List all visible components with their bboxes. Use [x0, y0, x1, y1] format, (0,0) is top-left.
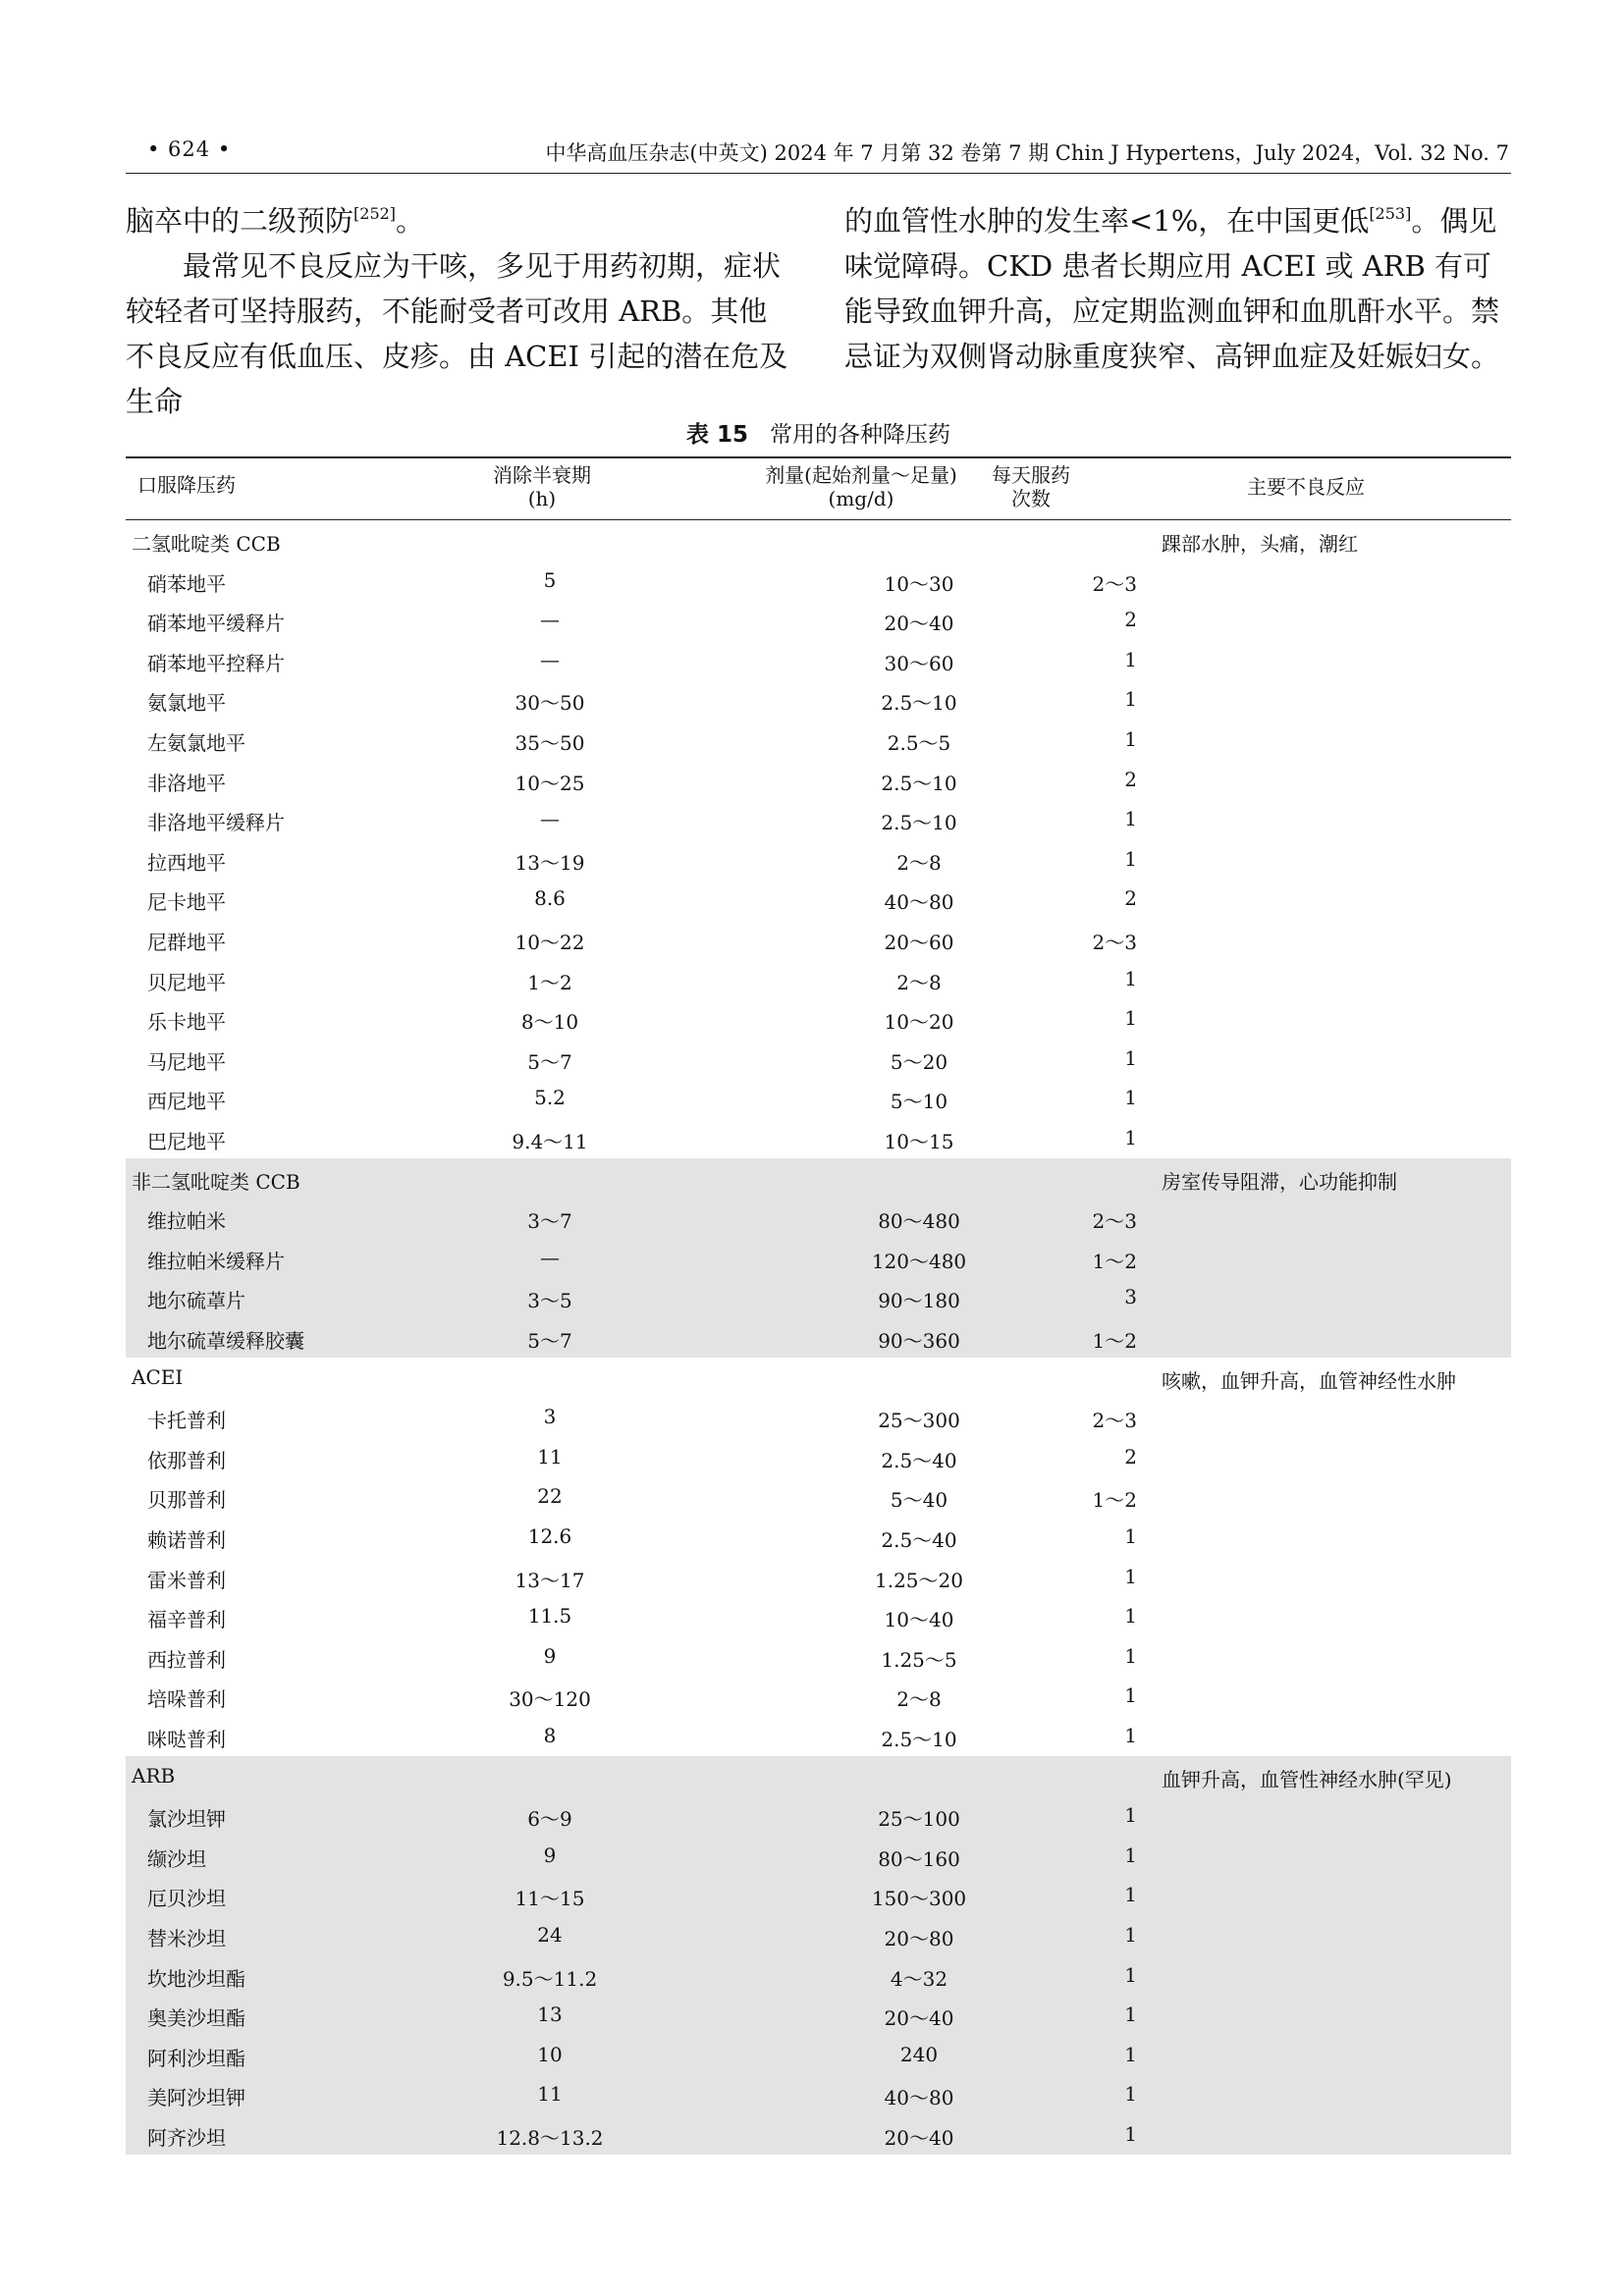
text-column-right: [844, 198, 1512, 379]
half-life-cell: 11: [537, 2082, 563, 2107]
frequency-cell: 1～2: [1092, 1249, 1137, 1273]
frequency-cell: 1: [1124, 647, 1137, 671]
drug-class-name: ARB: [132, 1763, 176, 1788]
table-row: [126, 2035, 1511, 2075]
dose-cell: 2～8: [896, 1687, 942, 1712]
table-row: [126, 1078, 1511, 1118]
half-life-cell: 9: [543, 1842, 557, 1867]
table-row: [126, 1039, 1511, 1079]
paragraph-adverse-effects: 最常见不良反应为干咳，多见于用药初期，症状较轻者可坚持服药，不能耐受者可改用 ARB。其他不良反应有低血压、皮疹。由 ACEI 引起的潜在危及生命: [126, 249, 788, 418]
dose-cell: 2.5～10: [881, 771, 957, 795]
drug-name: 非洛地平缓释片: [147, 811, 285, 835]
table-row: [126, 1238, 1511, 1278]
table-row: [126, 1636, 1511, 1677]
table-group-row: [126, 1158, 1511, 1199]
drug-name: 咪哒普利: [147, 1728, 226, 1751]
page-header: [126, 133, 1511, 174]
adverse-reaction: 咳嗽，血钾升高，血管神经性水肿: [1162, 1368, 1456, 1393]
frequency-cell: 1: [1124, 2122, 1137, 2146]
dose-cell: 10～15: [884, 1130, 954, 1153]
table-row: [126, 1118, 1511, 1158]
reference-252[interactable]: [252]: [353, 204, 397, 223]
dose-cell: 5～10: [890, 1090, 948, 1114]
frequency-cell: 1: [1124, 1842, 1137, 1867]
dose-cell: 4～32: [890, 1966, 948, 1991]
drug-name: 依那普利: [147, 1448, 226, 1472]
half-life-cell: 12.8～13.2: [496, 2126, 604, 2150]
frequency-cell: 1: [1124, 2082, 1137, 2107]
table-row: [126, 1875, 1511, 1915]
dose-cell: 20～40: [884, 2006, 954, 2031]
table-group-row: [126, 520, 1511, 561]
half-life-cell: 11.5: [527, 1604, 572, 1629]
dose-cell: 20～40: [884, 2126, 954, 2150]
half-life-cell: 11: [537, 1444, 563, 1468]
drug-name: 培哚普利: [147, 1687, 226, 1712]
dose-cell: 2.5～10: [881, 811, 957, 835]
half-life-cell: 35～50: [514, 731, 585, 755]
reference-253[interactable]: [253]: [1369, 204, 1412, 223]
half-life-cell: 9.4～11: [512, 1130, 588, 1153]
dose-cell: 40～80: [884, 2086, 954, 2110]
half-life-cell: 24: [537, 1923, 563, 1947]
dose-cell: 10～30: [884, 571, 954, 596]
adverse-reaction: 踝部水肿，头痛，潮红: [1162, 532, 1358, 556]
half-life-cell: 10～25: [514, 771, 585, 795]
drug-name: 氯沙坦钾: [147, 1807, 226, 1832]
half-life-cell: —: [540, 1245, 560, 1269]
table-row: [126, 1517, 1511, 1557]
dose-cell: 240: [899, 2042, 939, 2066]
frequency-cell: 3: [1124, 1285, 1137, 1309]
half-life-cell: 12.6: [527, 1524, 572, 1548]
drug-class-name: ACEI: [132, 1364, 184, 1389]
dose-cell: 120～480: [871, 1249, 967, 1273]
half-life-cell: 8～10: [520, 1010, 579, 1035]
drug-name: 硝苯地平: [147, 571, 226, 596]
half-life-cell: 22: [537, 1484, 563, 1509]
table-row: [126, 879, 1511, 919]
drug-name: 坎地沙坦酯: [147, 1966, 245, 1991]
table-group-row: [126, 1756, 1511, 1796]
frequency-cell: 1～2: [1092, 1329, 1137, 1353]
table-row: [126, 839, 1511, 880]
frequency-cell: 1: [1124, 1643, 1137, 1668]
drug-name: 巴尼地平: [147, 1130, 226, 1153]
table-row: [126, 799, 1511, 839]
half-life-cell: 9.5～11.2: [502, 1966, 598, 1991]
frequency-cell: 1: [1124, 1045, 1137, 1070]
header-drug: 口服降压药: [137, 473, 236, 497]
table-title: 常用的各种降压药: [770, 422, 950, 448]
table-row: [126, 1596, 1511, 1636]
drug-class-name: 二氢吡啶类 CCB: [132, 532, 281, 556]
header-dose: 剂量(起始剂量～足量) (mg/d): [765, 463, 957, 510]
header-halflife: 消除半衰期 (h): [493, 463, 591, 510]
table-row: [126, 1277, 1511, 1317]
frequency-cell: 1: [1124, 1524, 1137, 1548]
table-row: [126, 1198, 1511, 1238]
drug-name: 雷米普利: [147, 1568, 226, 1592]
frequency-cell: 1: [1124, 1564, 1137, 1588]
dose-cell: 20～60: [884, 931, 954, 954]
dose-cell: 25～300: [878, 1409, 960, 1433]
frequency-cell: 2～3: [1092, 571, 1137, 596]
table-top-rule: [126, 456, 1511, 458]
drug-name: 地尔硫䓬片: [147, 1289, 245, 1313]
drug-name: 氨氯地平: [147, 691, 226, 716]
half-life-cell: 8: [543, 1724, 557, 1747]
dose-cell: 5～40: [890, 1488, 948, 1513]
dose-cell: 20～80: [884, 1927, 954, 1950]
dose-cell: 2～8: [896, 850, 942, 875]
half-life-cell: 9: [543, 1643, 557, 1668]
half-life-cell: 13～17: [514, 1568, 585, 1592]
half-life-cell: 11～15: [514, 1887, 585, 1911]
table-row: [126, 919, 1511, 959]
dose-cell: 80～480: [878, 1209, 960, 1234]
frequency-cell: 1: [1124, 1803, 1137, 1828]
dose-cell: 1.25～5: [881, 1647, 957, 1672]
table-row: [126, 1795, 1511, 1836]
half-life-cell: 1～2: [527, 970, 572, 994]
drug-name: 福辛普利: [147, 1608, 226, 1632]
frequency-cell: 2: [1124, 767, 1137, 791]
adverse-reaction: 房室传导阻滞，心功能抑制: [1162, 1169, 1397, 1194]
header-adverse: 主要不良反应: [1247, 475, 1365, 499]
frequency-cell: 1: [1124, 807, 1137, 831]
table-row: [126, 720, 1511, 760]
frequency-cell: 1: [1124, 727, 1137, 751]
dose-cell: 25～100: [878, 1807, 960, 1832]
text-column-left: [126, 198, 793, 424]
drug-name: 奥美沙坦酯: [147, 2006, 245, 2031]
table-row: [126, 1397, 1511, 1437]
frequency-cell: 1: [1124, 846, 1137, 871]
frequency-cell: 1～2: [1092, 1488, 1137, 1513]
table-row: [126, 959, 1511, 999]
drug-class-name: 非二氢吡啶类 CCB: [132, 1169, 300, 1194]
table-row: [126, 561, 1511, 601]
table-row: [126, 2074, 1511, 2114]
drug-name: 替米沙坦: [147, 1927, 226, 1950]
half-life-cell: 10: [537, 2042, 563, 2066]
half-life-cell: 3: [543, 1405, 557, 1429]
paragraph-continuation: 脑卒中的二级预防[252]。: [126, 204, 425, 238]
table-caption: [126, 416, 1511, 449]
frequency-cell: 1: [1124, 1962, 1137, 1987]
drug-name: 厄贝沙坦: [147, 1887, 226, 1911]
dose-cell: 30～60: [884, 651, 954, 675]
drug-name: 尼群地平: [147, 931, 226, 954]
frequency-cell: 1: [1124, 2002, 1137, 2027]
table-row: [126, 998, 1511, 1039]
dose-cell: 2.5～10: [881, 1728, 957, 1751]
dose-cell: 10～20: [884, 1010, 954, 1035]
drug-name: 地尔硫䓬缓释胶囊: [147, 1329, 304, 1353]
half-life-cell: 5～7: [527, 1049, 572, 1074]
dose-cell: 5～20: [890, 1049, 948, 1074]
frequency-cell: 1: [1124, 1724, 1137, 1747]
drug-name: 马尼地平: [147, 1049, 226, 1074]
drug-name: 卡托普利: [147, 1409, 226, 1433]
half-life-cell: 6～9: [527, 1807, 572, 1832]
half-life-cell: —: [540, 647, 560, 671]
drug-name: 美阿沙坦钾: [147, 2086, 245, 2110]
table-row: [126, 679, 1511, 720]
dose-cell: 1.25～20: [875, 1568, 963, 1592]
frequency-cell: 2～3: [1092, 1209, 1137, 1234]
drug-name: 赖诺普利: [147, 1528, 226, 1552]
drug-name: 乐卡地平: [147, 1010, 226, 1035]
half-life-cell: 5: [543, 567, 557, 592]
table-row: [126, 1716, 1511, 1756]
table-row: [126, 760, 1511, 800]
table-row: [126, 1476, 1511, 1517]
header-frequency: 每天服药 次数: [992, 463, 1070, 510]
half-life-cell: 5～7: [527, 1329, 572, 1353]
drug-name: 西尼地平: [147, 1090, 226, 1114]
table-row: [126, 1836, 1511, 1876]
dose-cell: 90～360: [878, 1329, 960, 1353]
dose-cell: 10～40: [884, 1608, 954, 1632]
frequency-cell: 2～3: [1092, 1409, 1137, 1433]
half-life-cell: 8.6: [534, 886, 566, 911]
table-row: [126, 1915, 1511, 1955]
drug-name: 非洛地平: [147, 771, 226, 795]
frequency-cell: 1: [1124, 1883, 1137, 1907]
dose-cell: 2.5～10: [881, 691, 957, 716]
drug-name: 维拉帕米: [147, 1209, 226, 1234]
half-life-cell: —: [540, 608, 560, 632]
half-life-cell: 10～22: [514, 931, 585, 954]
frequency-cell: 1: [1124, 966, 1137, 990]
frequency-cell: 2～3: [1092, 931, 1137, 954]
half-life-cell: 13～19: [514, 850, 585, 875]
drug-name: 硝苯地平缓释片: [147, 612, 285, 636]
table-row: [126, 600, 1511, 640]
table-row: [126, 640, 1511, 680]
table-row: [126, 2114, 1511, 2155]
dose-cell: 2.5～40: [881, 1448, 957, 1472]
drug-name: 尼卡地平: [147, 890, 226, 915]
drug-name: 硝苯地平控释片: [147, 651, 285, 675]
dose-cell: 90～180: [878, 1289, 960, 1313]
drug-name: 维拉帕米缓释片: [147, 1249, 285, 1273]
journal-citation: 中华高血压杂志(中英文) 2024 年 7 月第 32 卷第 7 期 Chin J Hypertens，July 2024，Vol. 32 No. 7: [545, 141, 1509, 165]
dose-cell: 20～40: [884, 612, 954, 636]
frequency-cell: 1: [1124, 1006, 1137, 1031]
frequency-cell: 1: [1124, 1683, 1137, 1708]
frequency-cell: 1: [1124, 1604, 1137, 1629]
drug-name: 缬沙坦: [147, 1846, 206, 1871]
drug-name: 拉西地平: [147, 850, 226, 875]
table-label: 表 15: [685, 422, 748, 448]
dose-cell: 150～300: [871, 1887, 967, 1911]
frequency-cell: 1: [1124, 2042, 1137, 2066]
adverse-reaction: 血钾升高，血管性神经水肿(罕见): [1162, 1767, 1452, 1791]
half-life-cell: —: [540, 807, 560, 831]
dose-cell: 2.5～40: [881, 1528, 957, 1552]
table-row: [126, 1676, 1511, 1716]
drug-name: 阿齐沙坦: [147, 2126, 226, 2150]
half-life-cell: 3～7: [527, 1209, 572, 1234]
drug-name: 贝尼地平: [147, 970, 226, 994]
drug-name: 阿利沙坦酯: [147, 2046, 245, 2070]
table-row: [126, 1437, 1511, 1477]
frequency-cell: 2: [1124, 608, 1137, 632]
dose-cell: 40～80: [884, 890, 954, 915]
paragraph-angioedema: 的血管性水肿的发生率<1%，在中国更低[253]。偶见味觉障碍。CKD 患者长期应用 ACEI 或 ARB 有可能导致血钾升高，应定期监测血钾和血肌酐水平。禁忌证为双侧肾动脉重度狭窄、高钾血症及妊娠妇女。: [844, 204, 1500, 373]
dose-cell: 80～160: [878, 1846, 960, 1871]
drug-name: 左氨氯地平: [147, 731, 245, 755]
frequency-cell: 1: [1124, 1923, 1137, 1947]
page-number: • 624 •: [147, 137, 232, 161]
table-group-row: [126, 1358, 1511, 1398]
half-life-cell: 13: [537, 2002, 563, 2027]
drug-name: 贝那普利: [147, 1488, 226, 1513]
half-life-cell: 30～50: [514, 691, 585, 716]
table-row: [126, 1955, 1511, 1996]
table-row: [126, 1557, 1511, 1597]
frequency-cell: 1: [1124, 1126, 1137, 1149]
frequency-cell: 1: [1124, 1086, 1137, 1110]
half-life-cell: 5.2: [534, 1086, 566, 1110]
table-row: [126, 1995, 1511, 2035]
frequency-cell: 2: [1124, 886, 1137, 911]
dose-cell: 2～8: [896, 970, 942, 994]
half-life-cell: 30～120: [509, 1687, 591, 1712]
drug-name: 西拉普利: [147, 1647, 226, 1672]
dose-cell: 2.5～5: [887, 731, 951, 755]
frequency-cell: 1: [1124, 687, 1137, 712]
half-life-cell: 3～5: [527, 1289, 572, 1313]
table-row: [126, 1317, 1511, 1358]
frequency-cell: 2: [1124, 1444, 1137, 1468]
